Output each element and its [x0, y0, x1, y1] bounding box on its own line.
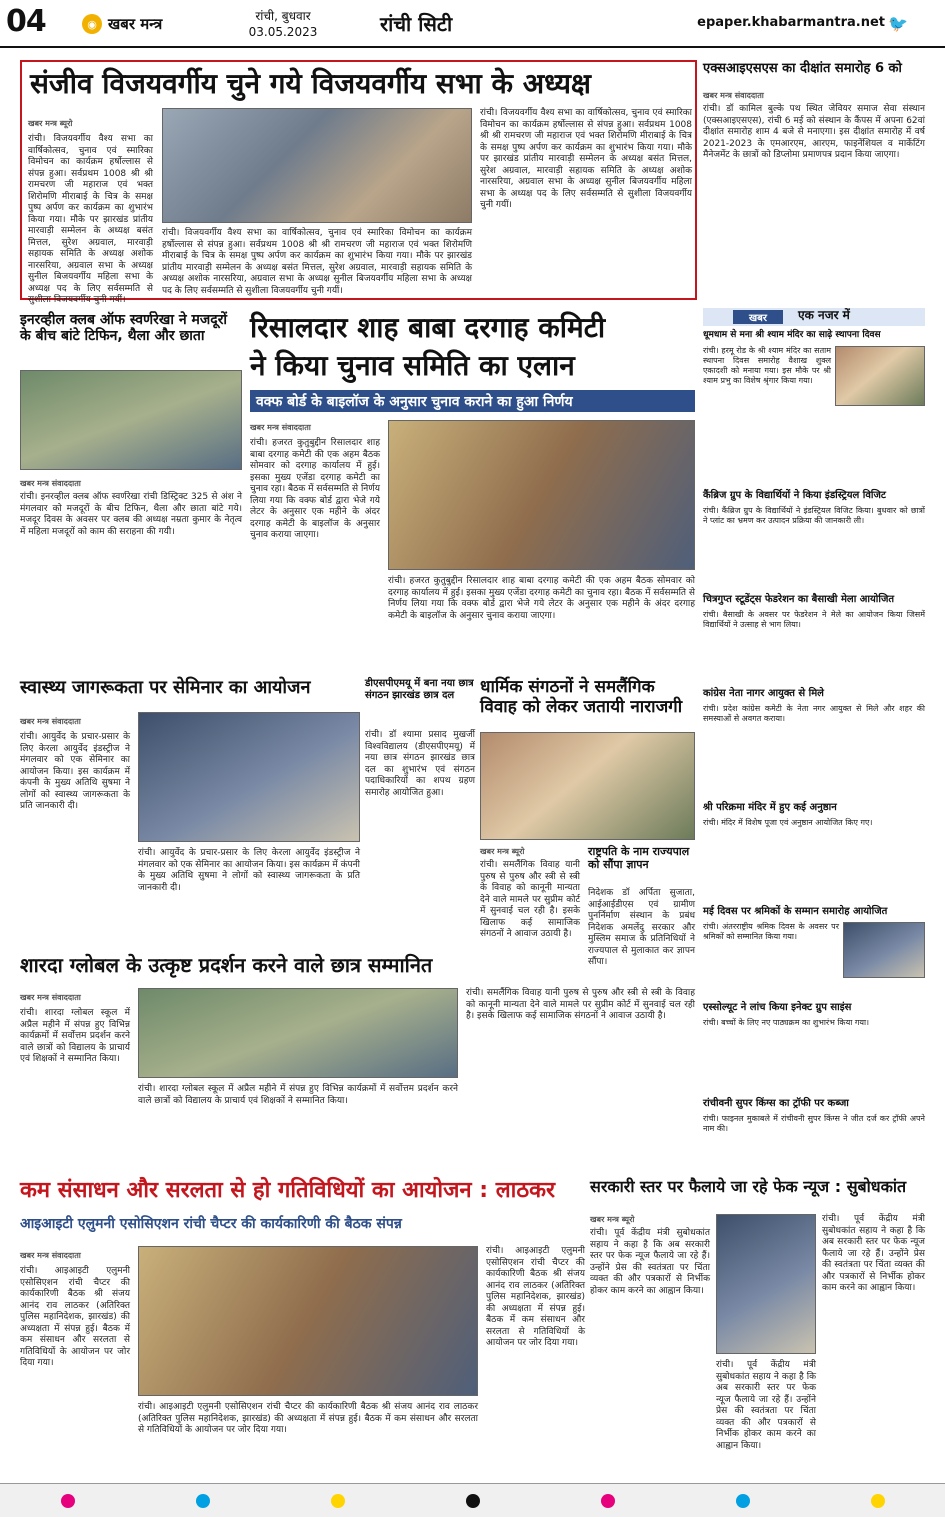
footer-dot-icon	[196, 1494, 210, 1508]
president-headline: राष्ट्रपति के नाम राज्यपाल को सौंपा ज्ञापन	[588, 845, 690, 871]
innerwheel-byline: खबर मन्त्र संवाददाता	[20, 479, 81, 488]
footer-dot-icon	[466, 1494, 480, 1508]
nazar-item-title: रांचीवनी सुपर किंग्स का ट्रॉफी पर कब्जा	[703, 1098, 849, 1109]
logo-icon: ◉	[82, 14, 102, 34]
sharda-byline: खबर मन्त्र संवाददाता	[20, 993, 81, 1002]
lead-body-2: रांची। विजयवर्गीय वैश्य सभा का वार्षिकोत्सव, चुनाव एवं स्मारिका विमोचन का कार्यक्रम हर्षोल्लास से संपन्न हुआ। सर्वप्रथम 1008 श्री श्री रामचरण जी महाराज एवं भक्त शिरोमणि मीराबाई के चित्र के समक्ष पुष्प अर्पण कर कार्यक्रम का शुभारंभ किया गया। मौके पर झारखंड प्रांतीय मारवाड़ी सम्मेलन के अध्यक्ष बसंत मित्तल, सुरेश अग्रवाल, मारवाड़ी सहायक समिति के अध्यक्ष अशोक नारसरिया, अग्रवाल सभा के अध्यक्ष सुनील बिजयवर्गीय महिला सभा के अध्यक्ष पद के लिए सर्वसम्मति से सुशीला विजयवर्गीय चुनी गयीं।	[162, 228, 472, 296]
footer-dot-icon	[736, 1494, 750, 1508]
iit-subhead: आइआइटी एलुमनी एसोसिएशन रांची चैप्टर की कार्यकारिणी की बैठक संपन्न	[20, 1216, 402, 1232]
dargah-headline-2: ने किया चुनाव समिति का एलान	[250, 349, 575, 382]
logo	[82, 12, 222, 36]
sharda-photo	[138, 988, 458, 1078]
nazar-item-text: रांची। हरमू रोड के श्री श्याम मंदिर का सताम स्थापना दिवस समारोह वैशाख शुक्ल एकादशी को मनाया गया। इस मौके पर श्री श्याम प्रभु का विशेष श्रृंगार किया गया।	[703, 346, 831, 385]
story-dsps	[365, 676, 475, 946]
dargah-body-2: रांची। हजरत कुतुबुद्दीन रिसालदार शाह बाबा दरगाह कमेटी की एक अहम बैठक सोमवार को दरगाह कार्यालय में हुई। इसका मुख्य एजेंडा दरगाह कमेटी का चुनाव रहा। बैठक में सर्वसम्मति से निर्णय लिया गया कि वक्फ बोर्ड द्वारा भेजे गये लेटर के अनुसार एक महीने के अंदर दरगाह कमेटी के बाइलॉज के अनुसार चुनाव कराया जाएगा।	[388, 576, 695, 621]
health-body: रांची। आयुर्वेद के प्रचार-प्रसार के लिए केरला आयुर्वेद इंडस्ट्रीज ने मंगलवार को एक सेमिनार का आयोजन किया। इस कार्यक्रम में कंपनी के मुख्य अतिथि सुषमा ने लोगों को स्वास्थ्य जागरूकता के प्रति जानकारी दी।	[20, 732, 130, 811]
story-dargah	[250, 310, 695, 670]
footer-dots	[0, 1484, 945, 1517]
nazar-item-text: रांची। बच्चों के लिए नए पाठ्यक्रम का शुभारंभ किया गया।	[703, 1018, 870, 1027]
religious-body: रांची। समलैंगिक विवाह यानी पुरुष से पुरुष और स्त्री से स्त्री के विवाह को कानूनी मान्यता देने वाले मामले पर सुप्रीम कोर्ट में सुनवाई चल रही है। इसके खिलाफ कई सामाजिक संगठनों ने आवाज उठायी है।	[480, 860, 580, 939]
story-sharda	[20, 952, 695, 1152]
iit-byline: खबर मन्त्र संवाददाता	[20, 1251, 81, 1260]
sharda-body: रांची। शारदा ग्लोबल स्कूल में अप्रैल महीने में संपन्न हुए विभिन्न कार्यक्रमों में सर्वोत्तम प्रदर्शन करने वाले छात्रों को विद्यालय के प्राचार्य एवं शिक्षकों ने सम्मानित किया।	[20, 1008, 130, 1064]
nazar-item-title: धूमधाम से मना श्री श्याम मंदिर का साढ़े स्थापना दिवस	[703, 330, 881, 340]
iit-headline: कम संसाधन और सरलता से हो गतिविधियों का आयोजन : लाठकर	[20, 1178, 556, 1203]
list-item	[703, 1002, 925, 1092]
nazar-item-title: कैंब्रिज ग्रुप के विद्यार्थियों ने किया इंडस्ट्रियल विजिट	[703, 490, 886, 501]
edition-day: 03.05.2023	[248, 25, 318, 39]
iit-body: रांची। आइआइटी एलुमनी एसोसिएशन रांची चैप्टर की कार्यकारिणी बैठक श्री संजय आनंद राव लाठकर (अतिरिक्त पुलिस महानिदेशक, झारखंड) की अध्यक्षता में संपन्न हुई। बैठक में कम संसाधन और सरलता से गतिविधियों के आयोजन पर जोर दिया गया।	[20, 1266, 130, 1368]
fake-photo	[716, 1214, 816, 1354]
fake-headline-box	[590, 1176, 907, 1216]
story-innerwheel	[20, 310, 242, 670]
religious-byline: खबर मन्त्र ब्यूरो	[480, 847, 525, 856]
dsps-body: रांची। डॉ श्यामा प्रसाद मुखर्जी विश्वविद्यालय (डीएसपीएमयू) में नया छात्र संगठन झारखंड छात्र दल का शुभारंभ एवं संगठन पदाधिकारियों का शपथ ग्रहण समारोह आयोजित हुआ।	[365, 730, 475, 798]
nazar-item-title: मई दिवस पर श्रमिकों के सम्मान समारोह आयोजित	[703, 906, 888, 917]
footer-dot-icon	[61, 1494, 75, 1508]
innerwheel-body: रांची। इनरव्हील क्लब ऑफ स्वर्णरेखा रांची डिस्ट्रिक्ट 325 से अंश ने मंगलवार को मजदूरों के बीच टिफिन, थैला और छाता बांटे गये। मजदूर दिवस के अवसर पर क्लब की अध्यक्ष नम्रता कुमार के नेतृत्व में महिला मजदूरों को काम की सराहना की गयी।	[20, 492, 242, 537]
list-item	[703, 330, 925, 450]
dargah-subhead: वक्फ बोर्ड के बाइलॉज के अनुसार चुनाव कराने का हुआ निर्णय	[250, 390, 695, 412]
sharda-body-3: रांची। समलैंगिक विवाह यानी पुरुष से पुरुष और स्त्री से स्त्री के विवाह को कानूनी मान्यता देने वाले मामले पर सुप्रीम कोर्ट में सुनवाई चल रही है। इसके खिलाफ कई सामाजिक संगठनों ने आवाज उठायी है।	[466, 988, 695, 1021]
iit-photo	[138, 1246, 478, 1396]
dargah-headline-1: रिसालदार शाह बाबा दरगाह कमिटी	[250, 311, 606, 344]
footer-dot-icon	[601, 1494, 615, 1508]
ek-nazar-label: एक नजर में	[798, 308, 850, 322]
section-title: रांची सिटी	[380, 12, 453, 36]
list-item	[703, 802, 925, 902]
nazar-item-photo	[843, 922, 925, 978]
religious-photo	[480, 732, 695, 840]
xiss-byline: खबर मन्त्र संवाददाता	[703, 91, 764, 100]
bird-icon: 🐦	[888, 14, 908, 33]
health-body-2: रांची। आयुर्वेद के प्रचार-प्रसार के लिए केरला आयुर्वेद इंडस्ट्रीज ने मंगलवार को एक सेमिनार का आयोजन किया। इस कार्यक्रम में कंपनी के मुख्य अतिथि सुषमा ने लोगों को स्वास्थ्य जागरूकता के प्रति जानकारी दी।	[138, 848, 360, 893]
health-headline: स्वास्थ्य जागरूकता पर सेमिनार का आयोजन	[20, 677, 311, 698]
page-header	[0, 0, 945, 48]
fake-byline: खबर मन्त्र ब्यूरो	[590, 1215, 635, 1224]
logo-text: खबर मन्त्र	[108, 15, 163, 33]
list-item	[703, 594, 925, 684]
nazar-item-title: एस्सोल्यूट ने लांच किया इनेक्ट ग्रुप साइंस	[703, 1002, 852, 1013]
epaper-url[interactable]: epaper.khabarmantra.net	[697, 15, 885, 30]
ek-nazar-brand: खबर	[733, 310, 783, 324]
iit-body-3: रांची। आइआइटी एलुमनी एसोसिएशन रांची चैप्टर की कार्यकारिणी बैठक श्री संजय आनंद राव लाठकर (अतिरिक्त पुलिस महानिदेशक, झारखंड) की अध्यक्षता में संपन्न हुई। बैठक में कम संसाधन और सरलता से गतिविधियों के आयोजन पर जोर दिया गया।	[486, 1246, 585, 1348]
religious-headline: धार्मिक संगठनों ने समलैंगिक विवाह को लेकर जतायी नाराजगी	[480, 677, 683, 717]
health-photo	[138, 712, 360, 842]
nazar-item-text: रांची। मंदिर में विशेष पूजा एवं अनुष्ठान आयोजित किए गए।	[703, 818, 873, 827]
nazar-item-text: रांची। बैसाखी के अवसर पर फेडरेशन ने मेले का आयोजन किया जिसमें विद्यार्थियों ने उत्साह से भाग लिया।	[703, 610, 925, 629]
ek-nazar-bar	[703, 308, 925, 326]
dargah-photo	[388, 420, 695, 570]
fake-body: रांची। पूर्व केंद्रीय मंत्री सुबोधकांत सहाय ने कहा है कि अब सरकारी स्तर पर फेक न्यूज फैलाये जा रहे हैं। उन्होंने प्रेस की स्वतंत्रता पर चिंता व्यक्त की और पत्रकारों से निर्भीक होकर काम करने का आह्वान किया।	[590, 1228, 710, 1296]
nazar-item-text: रांची। प्रदेश कांग्रेस कमेटी के नेता नगर आयुक्त से मिले और शहर की समस्याओं से अवगत कराया।	[703, 704, 925, 723]
story-health	[20, 676, 360, 946]
nazar-item-title: चित्रगुप्त स्टूडेंट्स फेडरेशन का बैसाखी मेला आयोजित	[703, 594, 895, 605]
dargah-body: रांची। हजरत कुतुबुद्दीन रिसालदार शाह बाबा दरगाह कमेटी की एक अहम बैठक सोमवार को दरगाह कार्यालय में हुई। इसका मुख्य एजेंडा दरगाह कमेटी का चुनाव रहा। बैठक में सर्वसम्मति से निर्णय लिया गया कि वक्फ बोर्ड द्वारा भेजे गये लेटर के अनुसार एक महीने के अंदर दरगाह कमेटी के बाइलॉज के अनुसार चुनाव कराया जाएगा।	[250, 438, 380, 540]
nazar-item-title: श्री परिक्रमा मंदिर में हुए कई अनुष्ठान	[703, 802, 837, 813]
sharda-body-2: रांची। शारदा ग्लोबल स्कूल में अप्रैल महीने में संपन्न हुए विभिन्न कार्यक्रमों में सर्वोत्तम प्रदर्शन करने वाले छात्रों को विद्यालय के प्राचार्य एवं शिक्षकों ने सम्मानित किया।	[138, 1084, 458, 1106]
lead-body: रांची। विजयवर्गीय वैश्य सभा का वार्षिकोत्सव, चुनाव एवं स्मारिका विमोचन का कार्यक्रम हर्षोल्लास से संपन्न हुआ। सर्वप्रथम 1008 श्री श्री रामचरण जी महाराज एवं भक्त शिरोमणि मीराबाई के चित्र के समक्ष पुष्प अर्पण कर कार्यक्रम का शुभारंभ किया गया। मौके पर झारखंड प्रांतीय मारवाड़ी सम्मेलन के अध्यक्ष बसंत मित्तल, सुरेश अग्रवाल, मारवाड़ी सहायक समिति के अध्यक्ष अशोक नारसरिया, अग्रवाल सभा के अध्यक्ष सुनील बिजयवर्गीय महिला सभा के अध्यक्ष पद के लिए सर्वसम्मति से सुशीला विजयवर्गीय चुनी गयीं।	[28, 134, 153, 305]
nazar-item-text: रांची। फाइनल मुकाबले में रांचीवनी सुपर किंग्स ने जीत दर्ज कर ट्रॉफी अपने नाम की।	[703, 1114, 925, 1133]
president-body: निदेशक डॉ अर्पिता सुजाता, आईआईडीएस एवं ग्रामीण पुनर्निर्माण संस्थान के प्रबंध निदेशक अमलेंदु सरकार और मुस्लिम समाज के प्रतिनिधियों ने राज्यपाल से मुलाकात कर ज्ञापन सौंपा।	[588, 888, 695, 967]
side-story-xiss	[703, 60, 925, 300]
innerwheel-photo	[20, 370, 242, 470]
fake-body-3: रांची। पूर्व केंद्रीय मंत्री सुबोधकांत सहाय ने कहा है कि अब सरकारी स्तर पर फेक न्यूज फैलाये जा रहे हैं। उन्होंने प्रेस की स्वतंत्रता पर चिंता व्यक्त की और पत्रकारों से निर्भीक होकर काम करने का आह्वान किया।	[822, 1214, 925, 1293]
health-byline: खबर मन्त्र संवाददाता	[20, 717, 81, 726]
nazar-item-photo	[835, 346, 925, 406]
nazar-item-text: रांची। अंतरराष्ट्रीय श्रमिक दिवस के अवसर पर श्रमिकों को सम्मानित किया गया।	[703, 922, 839, 941]
footer-dot-icon	[871, 1494, 885, 1508]
page-number: 04	[6, 4, 46, 39]
dsps-headline: डीएसपीएमयू में बना नया छात्र संगठन झारखंड छात्र दल	[365, 678, 474, 701]
nazar-item-text: रांची। कैंब्रिज ग्रुप के विद्यार्थियों ने इंडस्ट्रियल विजिट किया। बुधवार को छात्रों ने प्लांट का भ्रमण कर उत्पादन प्रक्रिया की जानकारी ली।	[703, 506, 925, 525]
footer-dot-icon	[331, 1494, 345, 1508]
lead-byline: खबर मन्त्र ब्यूरो	[28, 119, 73, 128]
iit-body-2: रांची। आइआइटी एलुमनी एसोसिएशन रांची चैप्टर की कार्यकारिणी बैठक श्री संजय आनंद राव लाठकर (अतिरिक्त पुलिस महानिदेशक, झारखंड) की अध्यक्षता में संपन्न हुई। बैठक में कम संसाधन और सरलता से गतिविधियों के आयोजन पर जोर दिया गया।	[138, 1402, 478, 1435]
edition-city: रांची, बुधवार	[255, 9, 311, 23]
story-religious	[480, 676, 695, 967]
fake-body-2: रांची। पूर्व केंद्रीय मंत्री सुबोधकांत सहाय ने कहा है कि अब सरकारी स्तर पर फेक न्यूज फैलाये जा रहे हैं। उन्होंने प्रेस की स्वतंत्रता पर चिंता व्यक्त की और पत्रकारों से निर्भीक होकर काम करने का आह्वान किया।	[716, 1360, 816, 1451]
xiss-body: रांची। डॉ कामिल बुल्के पथ स्थित जेवियर समाज सेवा संस्थान (एक्सआइएसएस), रांची 6 मई को संस्थान के कैंपस में अपना 62वां दीक्षांत समारोह शाम 4 बजे से मनाएगा। इस दीक्षांत समारोह में वर्ष 2021-2023 के एमआरएम, आरएम, फाइनेंशियल व मार्केटिंग मैनेजमेंट के छात्रों को डिप्लोमा प्रमाणपत्र प्रदान किया जाएगा।	[703, 104, 925, 160]
list-item	[703, 490, 925, 590]
xiss-headline: एक्सआइएसएस का दीक्षांत समारोह 6 को	[703, 61, 902, 76]
page-footer	[0, 1483, 945, 1517]
lead-body-3: रांची। विजयवर्गीय वैश्य सभा का वार्षिकोत्सव, चुनाव एवं स्मारिका विमोचन का कार्यक्रम हर्षोल्लास से संपन्न हुआ। सर्वप्रथम 1008 श्री श्री रामचरण जी महाराज एवं भक्त शिरोमणि मीराबाई के चित्र के समक्ष पुष्प अर्पण कर कार्यक्रम का शुभारंभ किया गया। मौके पर झारखंड प्रांतीय मारवाड़ी सम्मेलन के अध्यक्ष बसंत मित्तल, सुरेश अग्रवाल, मारवाड़ी सहायक समिति के अध्यक्ष अशोक नारसरिया, अग्रवाल सभा के अध्यक्ष सुनील बिजयवर्गीय महिला सभा के अध्यक्ष पद के लिए सर्वसम्मति से सुशीला विजयवर्गीय चुनी गयीं।	[480, 108, 692, 210]
lead-headline: संजीव विजयवर्गीय चुने गये विजयवर्गीय सभा के अध्यक्ष	[30, 67, 592, 100]
story-iit	[20, 1176, 585, 1476]
list-item	[703, 688, 925, 798]
edition-date	[238, 8, 328, 42]
lead-photo	[162, 108, 472, 223]
fake-headline: सरकारी स्तर पर फैलाये जा रहे फेक न्यूज : सुबोधकांत	[590, 1177, 907, 1196]
nazar-item-title: कांग्रेस नेता नागर आयुक्त से मिले	[703, 688, 824, 699]
story-fake-news	[590, 1212, 925, 1478]
sharda-headline: शारदा ग्लोबल के उत्कृष्ट प्रदर्शन करने वाले छात्र सम्मानित	[20, 953, 433, 977]
lead-story	[20, 60, 697, 305]
dargah-byline: खबर मन्त्र संवाददाता	[250, 423, 311, 432]
innerwheel-headline: इनरव्हील क्लब ऑफ स्वर्णरेखा ने मजदूरों के बीच बांटे टिफिन, थैला और छाता	[20, 312, 228, 345]
list-item	[703, 906, 925, 996]
